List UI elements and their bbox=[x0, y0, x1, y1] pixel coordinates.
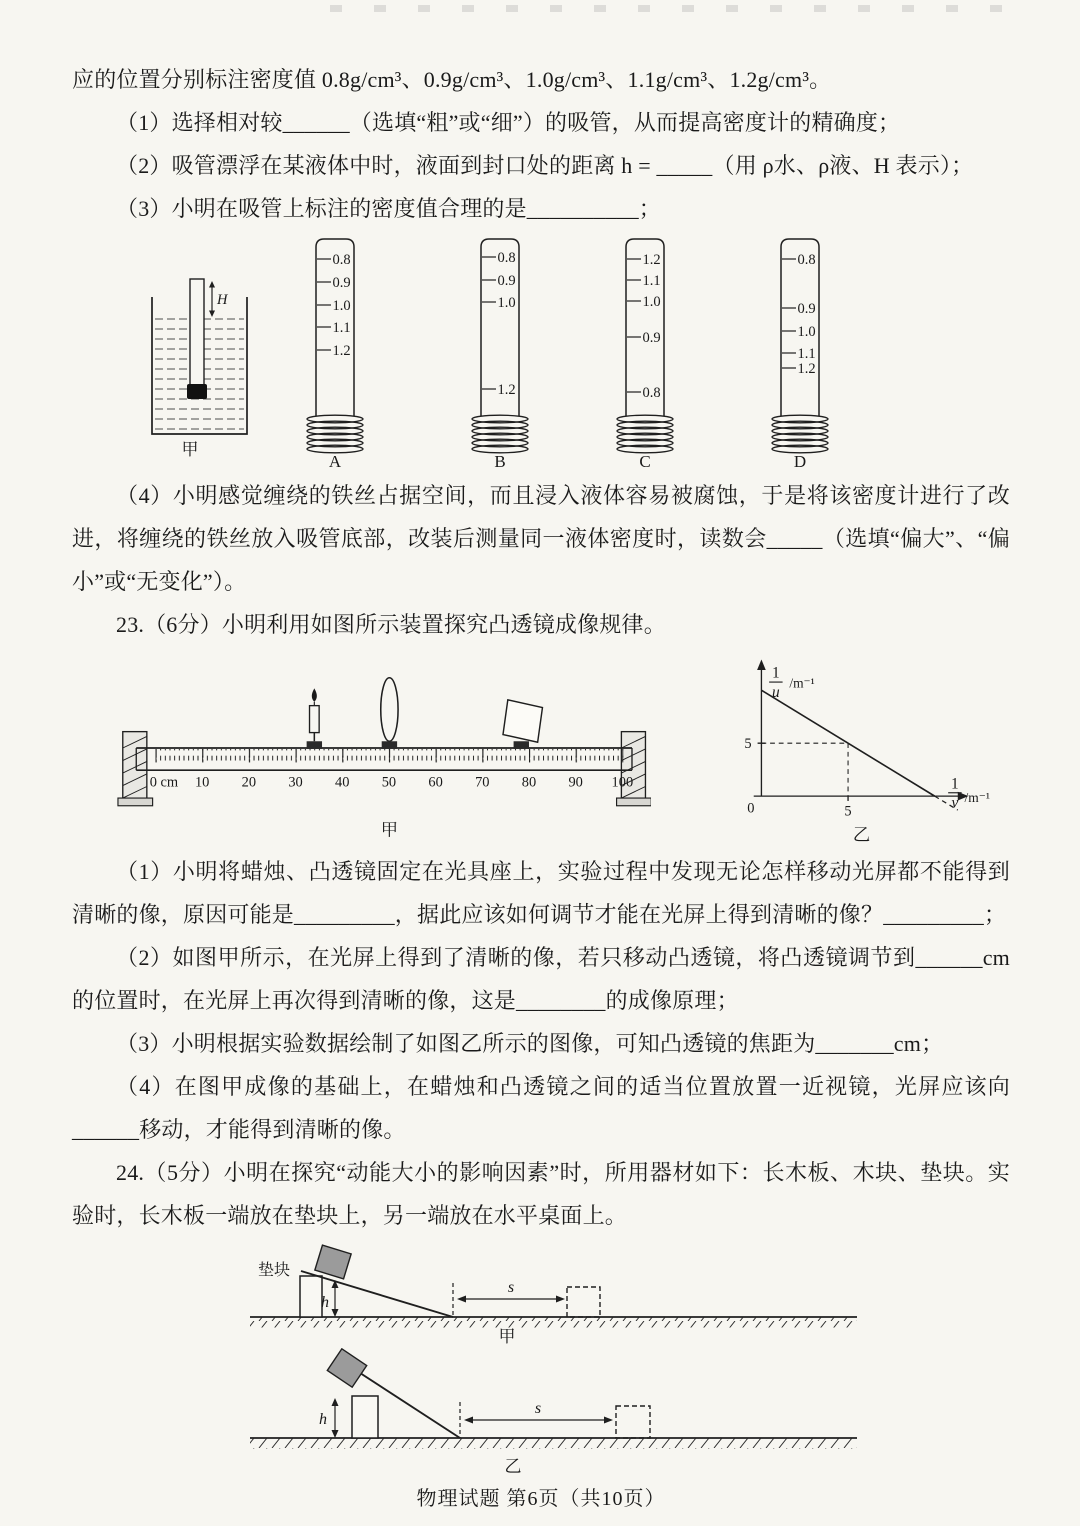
tube-d-value: 0.9 bbox=[797, 301, 816, 317]
tube-c-label: C bbox=[639, 452, 651, 470]
x-label-numerator: 1 bbox=[951, 775, 959, 793]
pad-block bbox=[352, 1396, 378, 1438]
ruler-number: 40 bbox=[335, 774, 350, 791]
bench-rail bbox=[136, 748, 632, 770]
incline-diagram-jia bbox=[245, 1241, 865, 1346]
x-unit: /m⁻¹ bbox=[964, 789, 991, 805]
lens-graph bbox=[721, 648, 1010, 848]
incline-jia-label: 甲 bbox=[498, 1327, 516, 1346]
ruler-number: 0 cm bbox=[149, 774, 179, 791]
q22-intro-line: 应的位置分别标注密度值 0.8g/cm³、0.9g/cm³、1.0g/cm³、1.1g/cm³、1.2g/cm³。 bbox=[72, 67, 832, 92]
x-label-denominator: v bbox=[951, 794, 959, 812]
q23-part3: （3）小明根据实验数据绘制了如图乙所示的图像，可知凸透镜的焦距为_______cm； bbox=[116, 1031, 944, 1056]
ruler-number: 60 bbox=[428, 774, 443, 791]
height-arrow bbox=[332, 1398, 339, 1438]
tube-d-label: D bbox=[793, 452, 807, 470]
tube-a-value: 0.8 bbox=[332, 252, 351, 268]
tube-a-coil bbox=[307, 415, 363, 453]
straw-weight bbox=[187, 384, 207, 399]
tube-d-coil bbox=[772, 415, 828, 453]
ruler-number: 20 bbox=[241, 774, 257, 791]
ruler-number: 70 bbox=[475, 774, 490, 791]
candle-flame bbox=[312, 688, 317, 701]
hydrometer-figure bbox=[120, 234, 1010, 470]
tube-b-label: B bbox=[494, 452, 506, 470]
final-position-box bbox=[567, 1287, 600, 1317]
ruler-number: 90 bbox=[568, 774, 583, 791]
depth-arrow bbox=[209, 281, 215, 317]
tube-d-value: 1.2 bbox=[797, 361, 816, 377]
beaker-label: 甲 bbox=[181, 440, 199, 459]
y-axis-arrow bbox=[757, 659, 766, 670]
tube-c bbox=[617, 239, 673, 470]
scan-artifact bbox=[330, 5, 1030, 12]
bench-figure-label: 甲 bbox=[380, 820, 399, 840]
tube-b-value: 0.9 bbox=[497, 273, 516, 289]
incline-figure-jia bbox=[245, 1241, 1010, 1346]
candle bbox=[307, 688, 322, 749]
distance-label: s bbox=[534, 1400, 542, 1417]
tube-d bbox=[772, 239, 828, 470]
distance-label: s bbox=[507, 1279, 515, 1296]
wood-block bbox=[327, 1349, 366, 1387]
convex-lens bbox=[381, 678, 398, 749]
tube-d-value: 1.0 bbox=[797, 324, 816, 340]
page-footer: 物理试题 第6页（共10页） bbox=[416, 1488, 666, 1510]
tube-a-value: 0.9 bbox=[332, 275, 351, 291]
tube-b-value: 1.0 bbox=[497, 295, 516, 311]
depth-label: H bbox=[217, 292, 228, 308]
straw-tube bbox=[190, 279, 204, 398]
height-arrow bbox=[332, 1280, 339, 1317]
q22-part2: （2）吸管漂浮在某液体中时，液面到封口处的距离 h = _____（用 ρ水、ρ液、H 表示）； bbox=[116, 153, 974, 178]
height-label: h bbox=[319, 1411, 327, 1428]
tube-d-value: 0.8 bbox=[797, 252, 816, 268]
tube-d-value: 1.1 bbox=[797, 346, 816, 362]
tube-a-value: 1.1 bbox=[332, 320, 351, 336]
optical-bench-diagram bbox=[117, 648, 651, 848]
beaker-group bbox=[152, 279, 247, 459]
graph-axes bbox=[754, 664, 962, 801]
ruler-number: 30 bbox=[288, 774, 303, 791]
q23-intro: 23.（6分）小明利用如图所示装置探究凸透镜成像规律。 bbox=[116, 612, 666, 637]
tube-c-value: 1.2 bbox=[642, 252, 661, 268]
q22-part4: （4）小明感觉缠绕的铁丝占据空间，而且浸入液体容易被腐蚀，于是将该密度计进行了改进，将缠绕的铁丝放入吸管底部，改装后测量同一液体密度时，读数会_____（选填“偏大”、“偏小”或“无变化”）。 bbox=[72, 483, 1010, 594]
tube-c-value: 1.1 bbox=[642, 273, 661, 289]
tube-c-value: 0.9 bbox=[642, 330, 661, 346]
tube-b-value: 0.8 bbox=[497, 250, 516, 266]
tube-a-value: 1.0 bbox=[332, 298, 351, 314]
incline-diagram-yi bbox=[245, 1348, 865, 1478]
wood-block bbox=[315, 1245, 351, 1279]
tube-b bbox=[472, 239, 528, 470]
graph-guides bbox=[762, 743, 849, 796]
y-label-denominator: u bbox=[772, 683, 780, 701]
y-tick-5: 5 bbox=[744, 736, 752, 752]
q24-intro: 24.（5分）小明在探究“动能大小的影响因素”时，所用器材如下：长木板、木块、垫块。实验时，长木板一端放在垫块上，另一端放在水平桌面上。 bbox=[72, 1160, 1010, 1228]
final-position-box bbox=[616, 1406, 650, 1438]
distance-arrow bbox=[457, 1296, 565, 1303]
ruler-number: 10 bbox=[194, 774, 210, 791]
x-tick-5: 5 bbox=[844, 803, 852, 820]
bench-left-support bbox=[118, 732, 153, 806]
hydrometer-diagram bbox=[120, 234, 1000, 470]
ruler-number: 80 bbox=[521, 774, 537, 791]
incline-figure-yi bbox=[245, 1348, 1010, 1478]
y-unit: /m⁻¹ bbox=[789, 675, 815, 691]
tube-c-coil bbox=[617, 415, 673, 453]
ruler-number: 100 bbox=[611, 774, 634, 791]
tube-b-coil bbox=[472, 415, 528, 453]
tube-a bbox=[307, 239, 363, 470]
ground-hatch bbox=[250, 1318, 857, 1328]
tube-c-value: 0.8 bbox=[642, 385, 661, 401]
pad-label: 垫块 bbox=[258, 1262, 291, 1279]
q23-part4: （4）在图甲成像的基础上，在蜡烛和凸透镜之间的适当位置放置一近视镜，光屏应该向______移动，才能得到清晰的像。 bbox=[72, 1074, 1010, 1142]
height-label: h bbox=[321, 1294, 329, 1311]
q22-part1: （1）选择相对较______（选填“粗”或“细”）的吸管，从而提高密度计的精确度； bbox=[116, 110, 901, 135]
ruler-numbers bbox=[150, 775, 633, 791]
tube-a-value: 1.2 bbox=[332, 343, 351, 359]
q23-figure-row bbox=[117, 648, 1010, 848]
light-screen bbox=[503, 700, 542, 749]
pad-block bbox=[300, 1276, 322, 1317]
origin-label: 0 bbox=[747, 800, 755, 817]
y-label-numerator: 1 bbox=[772, 664, 780, 682]
q23-part1: （1）小明将蜡烛、凸透镜固定在光具座上，实验过程中发现无论怎样移动光屏都不能得到清晰的像，原因可能是_________，据此应该如何调节才能在光屏上得到清晰的像？_________； bbox=[72, 859, 1010, 927]
q22-part3: （3）小明在吸管上标注的密度值合理的是__________； bbox=[116, 196, 662, 221]
bench-right-support bbox=[617, 732, 652, 806]
tube-b-value: 1.2 bbox=[497, 382, 516, 398]
graph-figure-label: 乙 bbox=[853, 825, 871, 845]
ruler-number: 50 bbox=[381, 774, 397, 791]
tube-a-label: A bbox=[328, 452, 342, 470]
distance-arrow bbox=[464, 1417, 613, 1424]
incline-yi-label: 乙 bbox=[504, 1457, 522, 1476]
tube-c-value: 1.0 bbox=[642, 294, 661, 310]
ground-hatch bbox=[250, 1439, 857, 1449]
q23-part2: （2）如图甲所示，在光屏上得到了清晰的像，若只移动凸透镜，将凸透镜调节到______cm 的位置时，在光屏上再次得到清晰的像，这是________的成像原理； bbox=[72, 945, 1010, 1013]
